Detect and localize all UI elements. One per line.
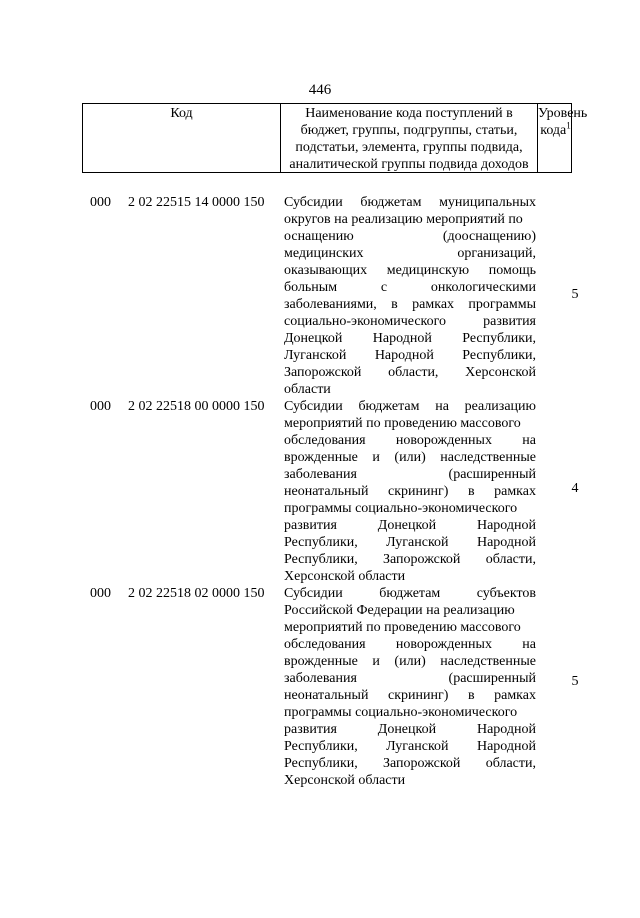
footnote-marker: 1 bbox=[566, 120, 571, 131]
header-level bbox=[538, 105, 588, 139]
description-line: неонатальный скрининг) в рамках bbox=[284, 484, 536, 499]
description-line: Субсидии бюджетам на реализацию bbox=[284, 399, 536, 414]
description-line: округов на реализацию мероприятий по bbox=[284, 212, 523, 227]
description-line: врожденные и (или) наследственные bbox=[284, 654, 536, 669]
description-line: обследования новорожденных на bbox=[284, 433, 536, 448]
description-line: заболевания (расширенный bbox=[284, 671, 536, 686]
description-line: мероприятий по проведению массового bbox=[284, 416, 521, 431]
description-line: Республики, Запорожской области, bbox=[284, 756, 536, 771]
description-line: Запорожской области, Херсонской bbox=[284, 365, 536, 380]
description-line: заболевания (расширенный bbox=[284, 467, 536, 482]
description-line: Субсидии бюджетам муниципальных bbox=[284, 195, 536, 210]
description-line: обследования новорожденных на bbox=[284, 637, 536, 652]
header-code: Код bbox=[170, 106, 193, 121]
description-line: больным с онкологическими bbox=[284, 280, 536, 295]
header-name bbox=[281, 105, 537, 173]
row-description bbox=[284, 194, 536, 398]
description-line: мероприятий по проведению массового bbox=[284, 620, 521, 635]
budget-code: 2 02 22518 00 0000 150 bbox=[128, 399, 265, 414]
description-line: заболеваниями, в рамках программы bbox=[284, 297, 536, 312]
level-value: 5 bbox=[571, 674, 579, 689]
description-line: социально-экономического развития bbox=[284, 314, 536, 329]
admin-code: 000 bbox=[90, 195, 111, 210]
description-line: оснащению (дооснащению) bbox=[284, 229, 536, 244]
description-line: программы социально-экономического bbox=[284, 705, 518, 720]
description-line: Субсидии бюджетам субъектов bbox=[284, 586, 536, 601]
header-name-line: подстатьи, элемента, группы подвида, bbox=[295, 140, 523, 155]
level-value: 5 bbox=[571, 287, 579, 302]
description-line: развития Донецкой Народной bbox=[284, 722, 536, 737]
description-line: Республики, Луганской Народной bbox=[284, 739, 536, 754]
description-line: Республики, Луганской Народной bbox=[284, 535, 536, 550]
description-line: Российской Федерации на реализацию bbox=[284, 603, 515, 618]
description-line: медицинских организаций, bbox=[284, 246, 536, 261]
description-line: области bbox=[284, 382, 331, 397]
header-level-line: кода$^1$ bbox=[540, 120, 571, 138]
description-line: врожденные и (или) наследственные bbox=[284, 450, 536, 465]
header-level-line: Уровень bbox=[538, 106, 588, 121]
admin-code: 000 bbox=[90, 399, 111, 414]
table-header bbox=[82, 103, 588, 173]
description-line: развития Донецкой Народной bbox=[284, 518, 536, 533]
description-line: Херсонской области bbox=[284, 773, 406, 788]
description-line: Республики, Запорожской области, bbox=[284, 552, 536, 567]
description-line: программы социально-экономического bbox=[284, 501, 518, 516]
description-line: Донецкой Народной Республики, bbox=[284, 331, 536, 346]
header-name-line: аналитической группы подвида доходов bbox=[289, 157, 529, 172]
description-line: Луганской Народной Республики, bbox=[284, 348, 536, 363]
level-value: 4 bbox=[571, 481, 579, 496]
description-line: Херсонской области bbox=[284, 569, 406, 584]
row-description bbox=[284, 585, 536, 789]
page-number: 446 bbox=[308, 82, 332, 98]
description-line: неонатальный скрининг) в рамках bbox=[284, 688, 536, 703]
admin-code: 000 bbox=[90, 586, 111, 601]
row-description bbox=[284, 398, 536, 585]
header-name-line: Наименование кода поступлений в bbox=[305, 106, 513, 121]
budget-code: 2 02 22515 14 0000 150 bbox=[128, 195, 265, 210]
budget-code: 2 02 22518 02 0000 150 bbox=[128, 586, 265, 601]
header-name-line: бюджет, группы, подгруппы, статьи, bbox=[300, 123, 518, 138]
description-line: оказывающих медицинскую помощь bbox=[284, 263, 536, 278]
